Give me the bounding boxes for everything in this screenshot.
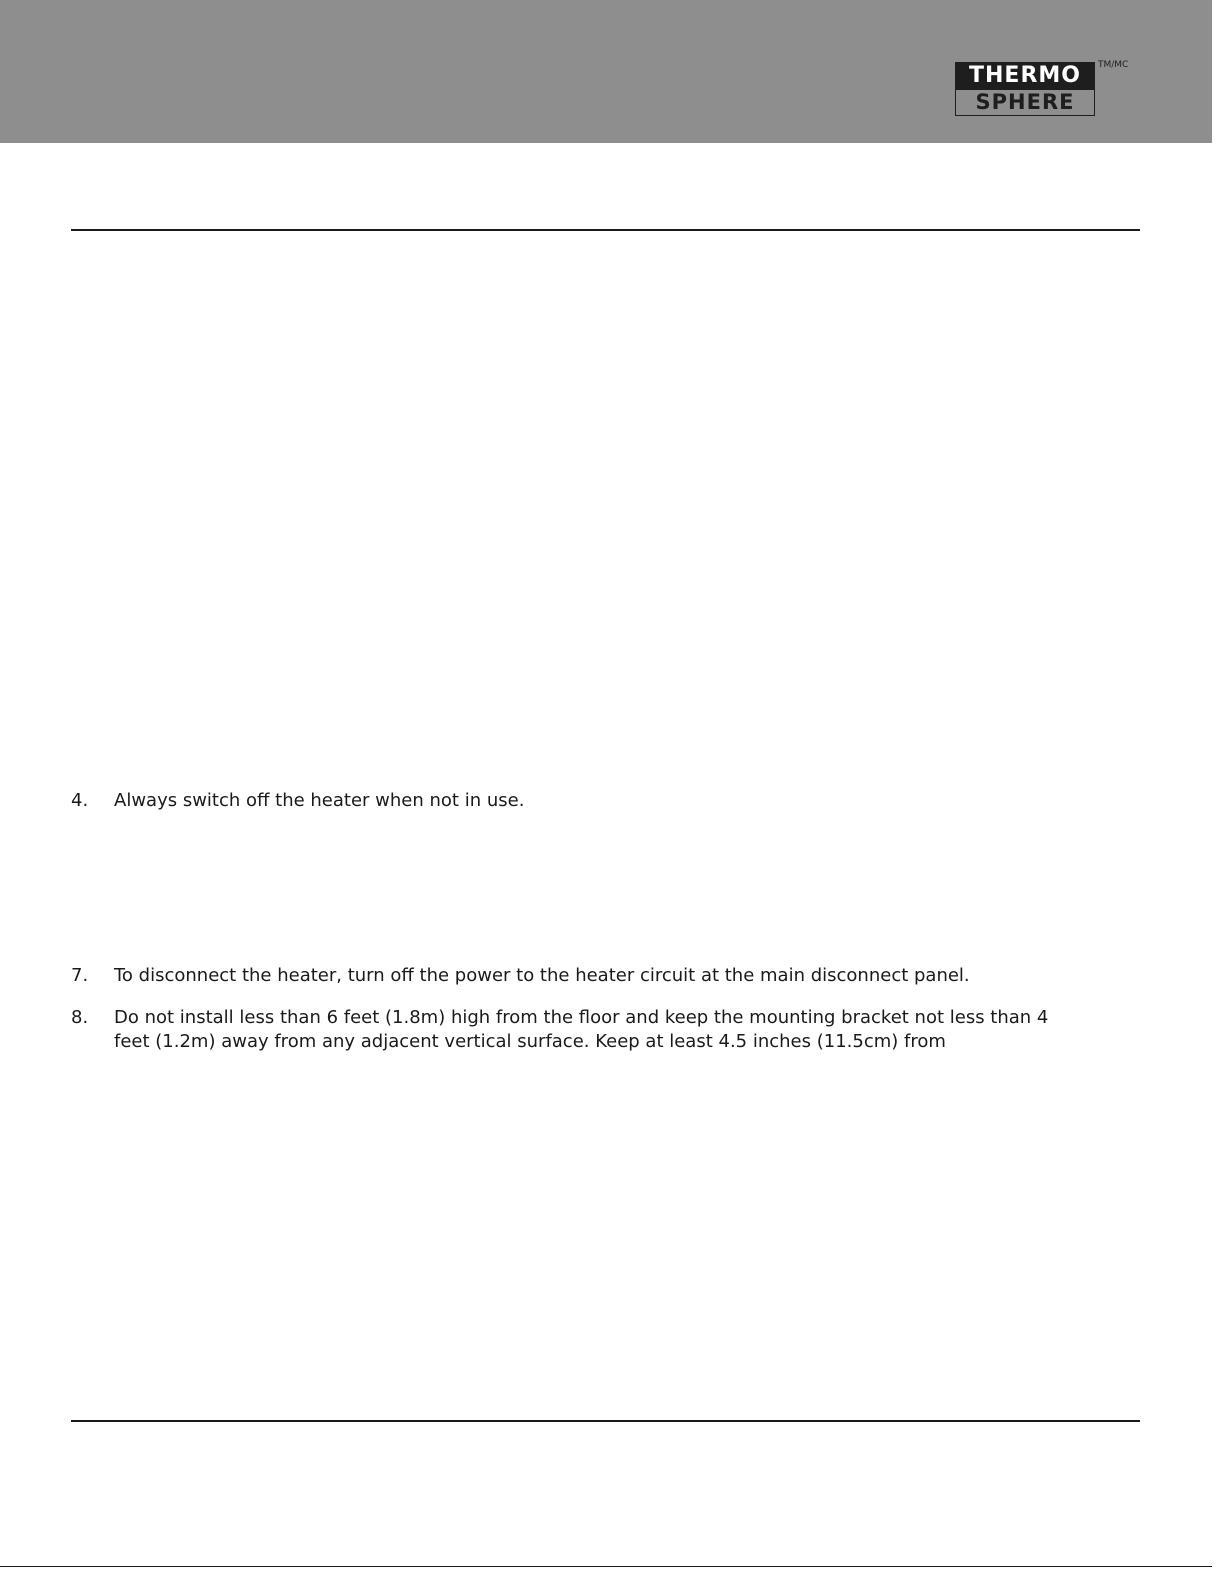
list-item-number: 8. [71,1007,89,1028]
list-item-number: 4. [71,790,89,811]
bottom-divider [71,1420,1140,1422]
list-item-8 [71,1006,1071,1054]
page-bottom-line [0,1566,1212,1567]
list-item-number: 7. [71,965,89,986]
list-item-4 [71,789,1071,813]
list-item-text: To disconnect the heater, turn off the power to the heater circuit at the main disconnect panel. [114,965,970,986]
logo-line-2: SPHERE [955,89,1095,116]
top-divider [71,229,1140,231]
trademark-mark: TM/MC [1098,60,1129,70]
list-item-7 [71,964,1071,988]
list-item-text: Always switch off the heater when not in use. [114,790,525,811]
thermosphere-logo [955,62,1095,116]
list-item-text: Do not install less than 6 feet (1.8m) high from the floor and keep the mounting bracket not less than 4 feet (1.2m) away from any adjacent vertical surface. Keep at least 4.5 inches (11.5cm) from [114,1007,1049,1052]
logo-line-1: THERMO [955,62,1095,89]
